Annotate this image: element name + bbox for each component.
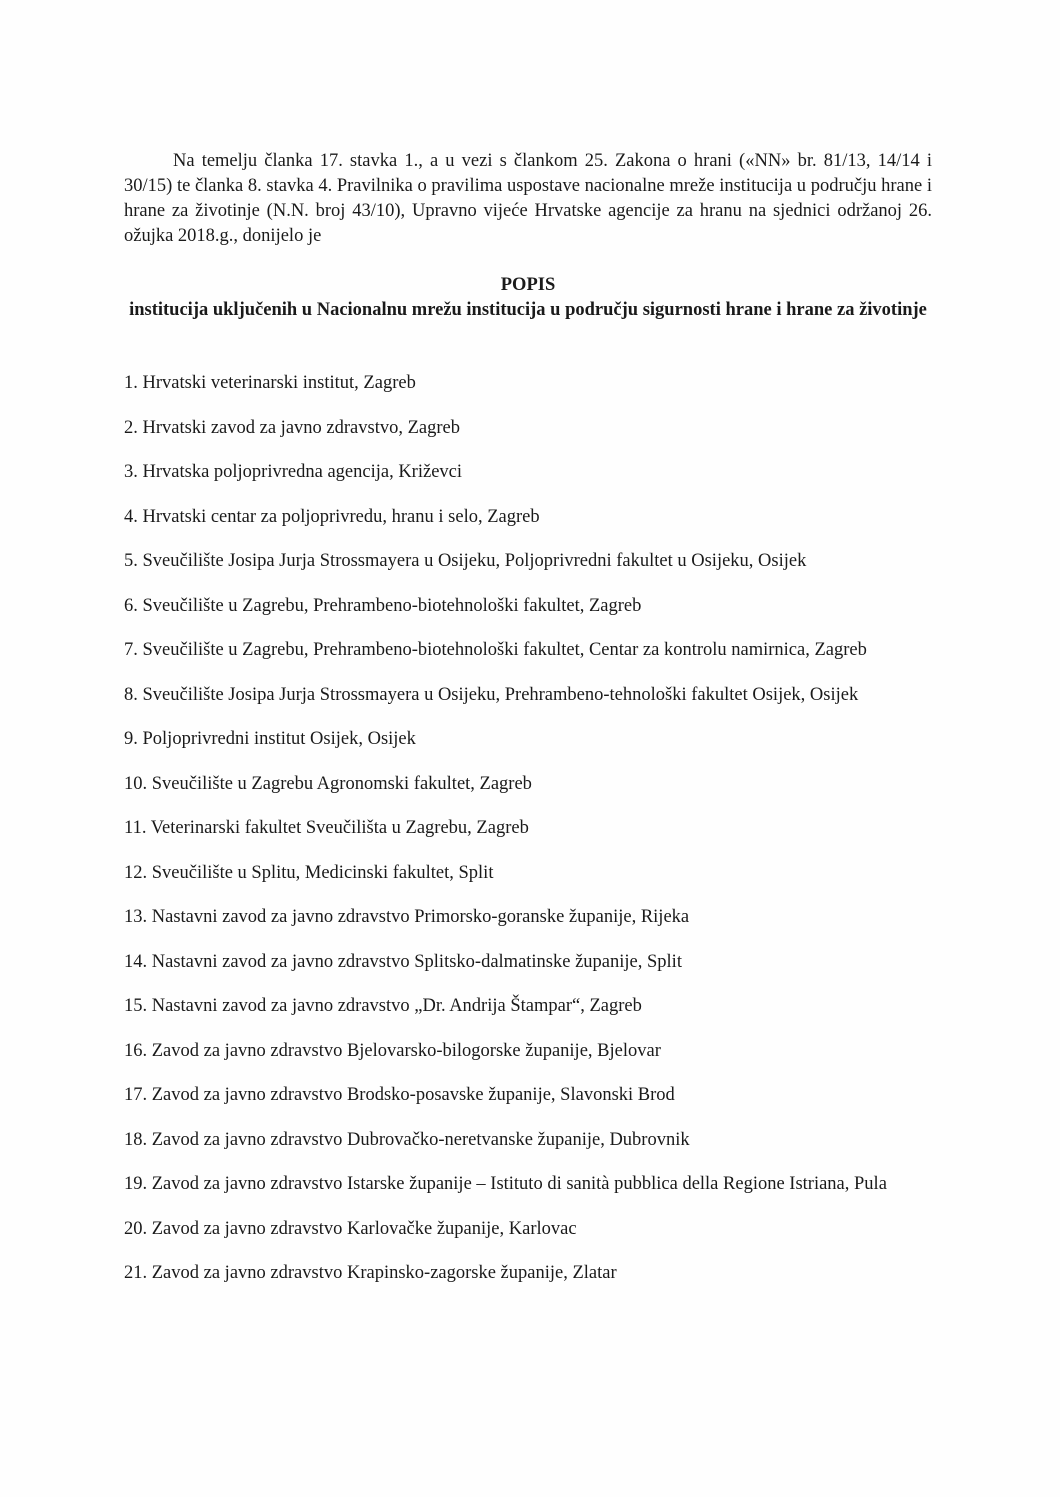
list-item: 9. Poljoprivredni institut Osijek, Osijek	[124, 729, 416, 749]
list-item: 1. Hrvatski veterinarski institut, Zagreb	[124, 373, 416, 393]
intro-paragraph: Na temelju članka 17. stavka 1., a u vezi s člankom 25. Zakona o hrani («NN» br. 81/13, 14/14 i 30/15) te članka 8. stavka 4. Pravilnika o pravilima uspostave nacionalne mreže institucija u području hrane i hrane za životinje (N.N. broj 43/10), Upravno vijeće Hrvatske agencije za hranu na sjednici održanoj 26. ožujka 2018.g., donijelo je	[124, 151, 932, 246]
list-item: 14. Nastavni zavod za javno zdravstvo Splitsko-dalmatinske županije, Split	[124, 951, 682, 972]
institution-list	[124, 371, 932, 1306]
list-item: 16. Zavod za javno zdravstvo Bjelovarsko-bilogorske županije, Bjelovar	[124, 1040, 661, 1061]
list-item: 6. Sveučilište u Zagrebu, Prehrambeno-biotehnološki fakultet, Zagreb	[124, 595, 642, 616]
list-item: 15. Nastavni zavod za javno zdravstvo „Dr. Andrija Štampar“, Zagreb	[124, 996, 642, 1016]
list-item: 20. Zavod za javno zdravstvo Karlovačke županije, Karlovac	[124, 1218, 577, 1239]
document-title: POPIS	[500, 275, 556, 295]
list-item: 10. Sveučilište u Zagrebu Agronomski fakultet, Zagreb	[124, 773, 532, 794]
list-item: 17. Zavod za javno zdravstvo Brodsko-posavske županije, Slavonski Brod	[124, 1085, 675, 1105]
list-item: 3. Hrvatska poljoprivredna agencija, Križevci	[124, 462, 463, 482]
list-item: 4. Hrvatski centar za poljoprivredu, hranu i selo, Zagreb	[124, 506, 540, 527]
list-item: 5. Sveučilište Josipa Jurja Strossmayera u Osijeku, Poljoprivredni fakultet u Osijeku, Osijek	[124, 551, 807, 571]
list-item: 7. Sveučilište u Zagrebu, Prehrambeno-biotehnološki fakultet, Centar za kontrolu namirnica, Zagreb	[124, 640, 867, 660]
list-item: 13. Nastavni zavod za javno zdravstvo Primorsko-goranske županije, Rijeka	[124, 907, 690, 927]
list-item: 12. Sveučilište u Splitu, Medicinski fakultet, Split	[124, 862, 494, 883]
list-item: 8. Sveučilište Josipa Jurja Strossmayera u Osijeku, Prehrambeno-tehnološki fakultet Osijek, Osijek	[124, 684, 859, 705]
list-item: 21. Zavod za javno zdravstvo Krapinsko-zagorske županije, Zlatar	[124, 1263, 617, 1283]
list-item: 18. Zavod za javno zdravstvo Dubrovačko-neretvanske županije, Dubrovnik	[124, 1129, 690, 1150]
list-item: 11. Veterinarski fakultet Sveučilišta u Zagrebu, Zagreb	[124, 818, 529, 838]
list-item: 19. Zavod za javno zdravstvo Istarske županije – Istituto di sanità pubblica della Regione Istriana, Pula	[124, 1174, 887, 1194]
document-subtitle: institucija uključenih u Nacionalnu mrežu institucija u području sigurnosti hrane i hrane za životinje	[129, 300, 927, 320]
list-item: 2. Hrvatski zavod za javno zdravstvo, Zagreb	[124, 417, 460, 438]
